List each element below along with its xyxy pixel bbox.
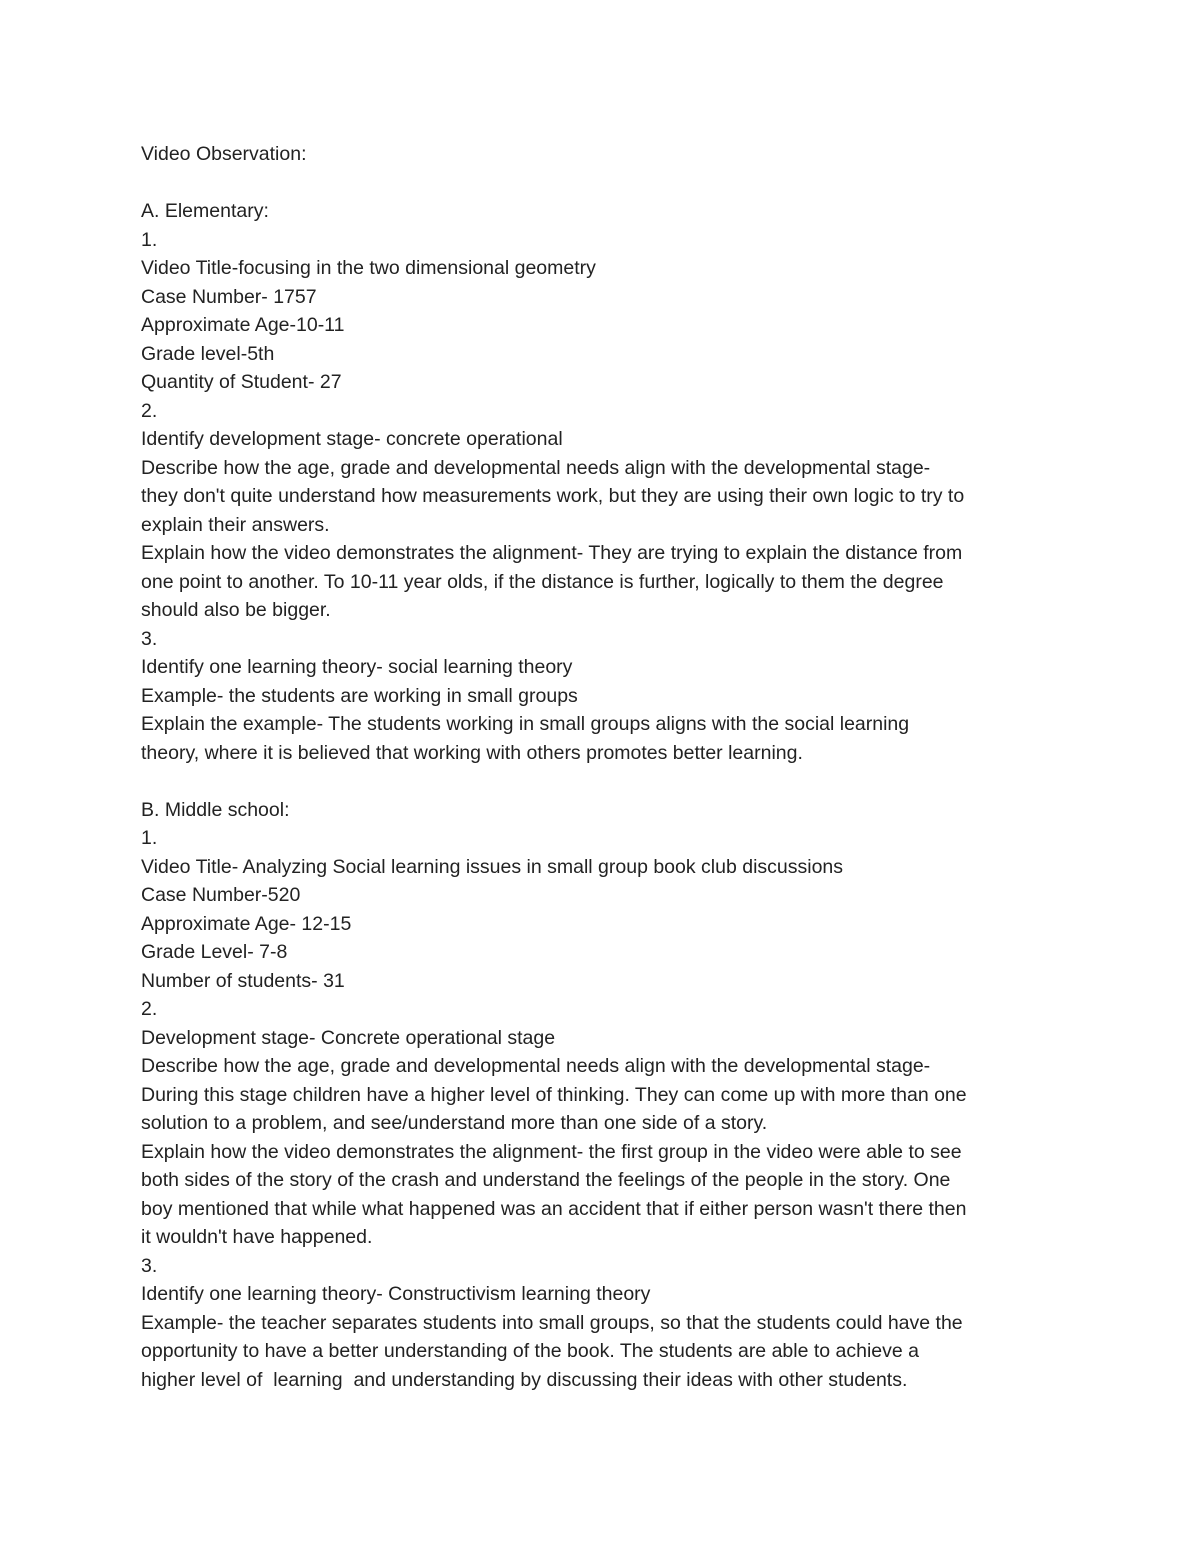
item-number: 1. [141, 827, 158, 849]
explain-line: Explain how the video demonstrates the alignment- the first group in the video were able to see [141, 1140, 962, 1163]
describe-line: During this stage children have a higher level of thinking. They can come up with more than one [141, 1083, 967, 1106]
item-number: 1. [141, 228, 158, 251]
example-line: higher level of learning and understanding by discussing their ideas with other students. [141, 1368, 908, 1391]
describe-line: Describe how the age, grade and developmental needs align with the developmental stage- [141, 456, 931, 479]
learning-theory: Identify one learning theory- Constructivism learning theory [141, 1283, 651, 1305]
case-number: Case Number-520 [141, 884, 301, 906]
case-number: Case Number- 1757 [141, 285, 317, 308]
describe-line: they don't quite understand how measurements work, but they are using their own logic to try to [141, 485, 965, 507]
item-number: 3. [141, 1254, 158, 1277]
video-title: Video Title-focusing in the two dimensional geometry [141, 257, 596, 279]
describe-line: explain their answers. [141, 513, 330, 536]
explain-line: one point to another. To 10-11 year olds, if the distance is further, logically to them the degree [141, 570, 944, 593]
learning-theory: Identify one learning theory- social learning theory [141, 656, 573, 678]
document-body [141, 140, 1071, 1394]
approximate-age: Approximate Age- 12-15 [141, 912, 352, 935]
example-line: Example- the teacher separates students into small groups, so that the students could have the [141, 1311, 963, 1334]
explain-line: should also be bigger. [141, 599, 331, 621]
explain-line: it wouldn't have happened. [141, 1226, 373, 1248]
explain-example-line: theory, where it is believed that working with others promotes better learning. [141, 741, 803, 764]
video-title: Video Title- Analyzing Social learning issues in small group book club discussions [141, 855, 844, 878]
example-line: opportunity to have a better understanding of the book. The students are able to achieve a [141, 1340, 920, 1362]
section-b-heading: B. Middle school: [141, 798, 290, 821]
item-number: 2. [141, 998, 158, 1020]
student-count: Number of students- 31 [141, 969, 345, 992]
development-stage: Development stage- Concrete operational stage [141, 1026, 556, 1049]
blank-line [141, 169, 1071, 198]
item-number: 3. [141, 627, 158, 650]
describe-line: solution to a problem, and see/understand more than one side of a story. [141, 1112, 768, 1134]
development-stage: Identify development stage- concrete operational [141, 428, 563, 450]
section-a-heading: A. Elementary: [141, 200, 269, 222]
student-quantity: Quantity of Student- 27 [141, 371, 342, 393]
explain-line: boy mentioned that while what happened was an accident that if either person wasn't there then [141, 1197, 967, 1220]
describe-line: Describe how the age, grade and developmental needs align with the developmental stage- [141, 1055, 931, 1077]
item-number: 2. [141, 399, 158, 422]
document-title: Video Observation: [141, 143, 307, 165]
grade-level: Grade level-5th [141, 342, 275, 365]
grade-level: Grade Level- 7-8 [141, 941, 288, 963]
explain-example-line: Explain the example- The students working in small groups aligns with the social learning [141, 713, 910, 735]
example-line: Example- the students are working in small groups [141, 684, 578, 707]
blank-line [141, 767, 1071, 796]
explain-line: both sides of the story of the crash and understand the feelings of the people in the story. One [141, 1169, 951, 1191]
approximate-age: Approximate Age-10-11 [141, 314, 345, 336]
explain-line: Explain how the video demonstrates the alignment- They are trying to explain the distance from [141, 542, 963, 564]
